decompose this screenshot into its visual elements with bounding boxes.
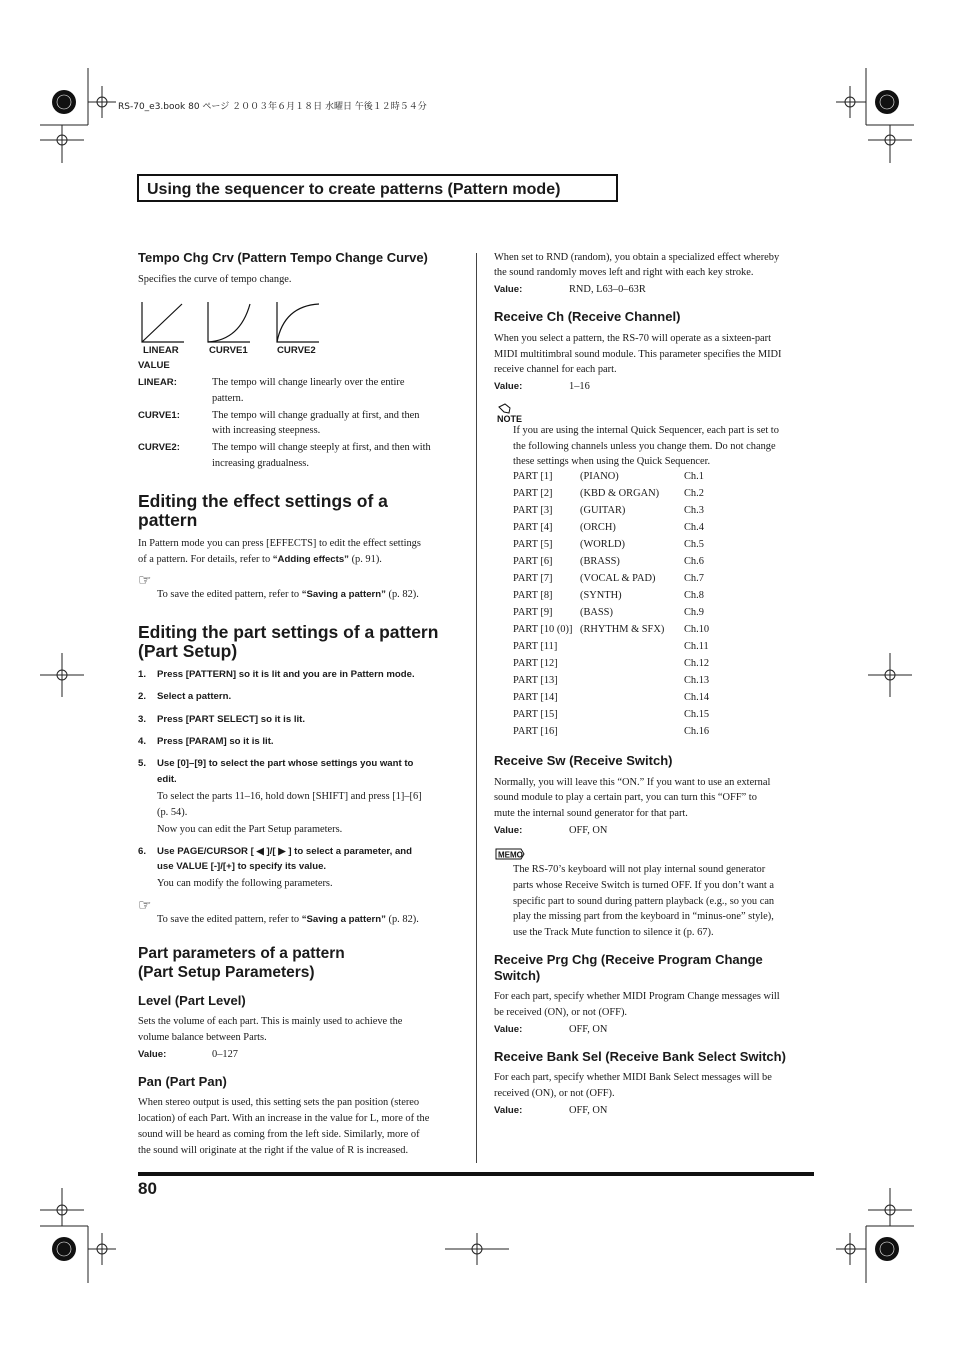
rxpc-heading-2: Switch)	[494, 968, 541, 983]
pan-cont-l2: the sound randomly moves left and right with each key stroke.	[494, 267, 754, 278]
part-table-ch: Ch.8	[684, 590, 704, 601]
part-table-name: (ORCH)	[580, 522, 616, 533]
pan-l1: When stereo output is used, this setting sets the pan position (stereo	[138, 1097, 420, 1108]
memo-l1: The RS-70’s keyboard will not play internal sound generator	[513, 864, 766, 875]
def-linear-l2: pattern.	[212, 393, 244, 404]
part-table-ch: Ch.1	[684, 471, 704, 482]
part-heading-2: (Part Setup)	[138, 641, 238, 661]
effect-heading-2: pattern	[138, 510, 198, 530]
tempo-heading: Tempo Chg Crv (Pattern Tempo Change Curve)	[138, 250, 428, 265]
part-table-ch: Ch.12	[684, 658, 710, 669]
rxbank-l2: received (ON), or not (OFF).	[494, 1088, 615, 1099]
tempo-curve-diagrams	[138, 300, 328, 346]
pan-l3: sound will be heard as coming from the left side. Similarly, more of	[138, 1129, 420, 1140]
effect-p-l1: In Pattern mode you can press [EFFECTS] to edit the effect settings	[138, 538, 421, 549]
value-label: VALUE	[138, 360, 170, 371]
rxbank-value: OFF, ON	[569, 1105, 608, 1116]
note-icon	[496, 403, 524, 425]
step-5-p2: Now you can edit the Part Setup parameters.	[157, 824, 343, 835]
memo-l5: use the Track Mute function to silence it (p. 67).	[513, 927, 714, 938]
step-5-num: 5.	[138, 758, 147, 769]
note-l2: the following channels unless you change them. Do not change	[513, 441, 776, 452]
rxpc-l2: be received (ON), or not (OFF).	[494, 1007, 628, 1018]
section-title-box	[137, 174, 618, 202]
rxpc-l1: For each part, specify whether MIDI Program Change messages will	[494, 991, 780, 1002]
note-l3: these settings when using the Quick Sequencer.	[513, 456, 711, 467]
def-linear-l1: The tempo will change linearly over the entire	[212, 377, 405, 388]
page-number: 80	[138, 1179, 157, 1198]
part-table-part: PART [7]	[513, 573, 553, 584]
part-table-ch: Ch.6	[684, 556, 704, 567]
part-table-part: PART [1]	[513, 471, 553, 482]
part-table-name: (WORLD)	[580, 539, 626, 550]
pointing-hand-icon: ☞	[138, 573, 152, 589]
part-table-part: PART [16]	[513, 726, 558, 737]
part-table-ch: Ch.3	[684, 505, 704, 516]
part-table-name: (GUITAR)	[580, 505, 626, 516]
part-table-part: PART [13]	[513, 675, 558, 686]
level-value-label: Value:	[138, 1049, 167, 1060]
effect-note: To save the edited pattern, refer to “Saving a pattern” (p. 82).	[157, 589, 419, 600]
step-3-num: 3.	[138, 714, 147, 725]
rxch-l3: receive channel for each part.	[494, 364, 617, 375]
part-table-name: (PIANO)	[580, 471, 619, 482]
rxch-l1: When you select a pattern, the RS-70 will operate as a sixteen-part	[494, 333, 771, 344]
part-table-name: (BRASS)	[580, 556, 620, 567]
saving-pattern-ref[interactable]: “Saving a pattern”	[301, 914, 386, 925]
memo-l2: parts whose Receive Switch is turned OFF. If you don’t want a	[513, 880, 775, 891]
rxch-heading: Receive Ch (Receive Channel)	[494, 309, 681, 324]
level-value: 0–127	[212, 1049, 238, 1060]
step-1-text: Press [PATTERN] so it is lit and you are in Pattern mode.	[157, 669, 415, 680]
rxsw-value-label: Value:	[494, 825, 523, 836]
part-table-part: PART [10 (0)]	[513, 624, 573, 635]
step-5-p1b: (p. 54).	[157, 807, 188, 818]
part-table-name: (RHYTHM & SFX)	[580, 624, 665, 635]
part-table-name: (VOCAL & PAD)	[580, 573, 656, 584]
part-table-part: PART [6]	[513, 556, 553, 567]
file-info: RS-70_e3.book 80 ページ ２００３年６月１８日 水曜日 午後１２時５４分	[118, 102, 427, 112]
part-table-ch: Ch.4	[684, 522, 704, 533]
def-curve2-l2: increasing gradualness.	[212, 458, 309, 469]
part-table-ch: Ch.7	[684, 573, 704, 584]
rxsw-heading: Receive Sw (Receive Switch)	[494, 753, 673, 768]
rxsw-l3: mute the internal sound generator for that part.	[494, 808, 688, 819]
part-table-ch: Ch.15	[684, 709, 710, 720]
step-6-num: 6.	[138, 846, 147, 857]
step-2-num: 2.	[138, 691, 147, 702]
level-l2: volume balance between Parts.	[138, 1032, 267, 1043]
rxpc-value-label: Value:	[494, 1024, 523, 1035]
note-l1: If you are using the internal Quick Sequencer, each part is set to	[513, 425, 779, 436]
pan-l2: location) of each Part. With an increase in the value for L, more of the	[138, 1113, 430, 1124]
step-1-num: 1.	[138, 669, 147, 680]
params-heading-2: (Part Setup Parameters)	[138, 964, 315, 981]
rxbank-value-label: Value:	[494, 1105, 523, 1116]
section-title: Using the sequencer to create patterns (Pattern mode)	[147, 181, 561, 198]
curve-label-curve1: CURVE1	[209, 345, 248, 356]
part-table-part: PART [14]	[513, 692, 558, 703]
part-table-part: PART [15]	[513, 709, 558, 720]
part-table-name: (SYNTH)	[580, 590, 622, 601]
part-table-part: PART [2]	[513, 488, 553, 499]
rxsw-l1: Normally, you will leave this “ON.” If you want to use an external	[494, 777, 771, 788]
part-table-part: PART [8]	[513, 590, 553, 601]
def-term-curve1: CURVE1:	[138, 410, 180, 421]
memo-l3: specific part to sound during pattern playback (e.g., so you can	[513, 896, 775, 907]
level-heading: Level (Part Level)	[138, 993, 246, 1008]
rxch-l2: MIDI multitimbral sound module. This parameter specifies the MIDI	[494, 349, 782, 360]
pointing-hand-icon: ☞	[138, 898, 152, 914]
step-4-num: 4.	[138, 736, 147, 747]
rxbank-heading: Receive Bank Sel (Receive Bank Select Switch)	[494, 1049, 786, 1064]
rxch-value-label: Value:	[494, 381, 523, 392]
part-table-part: PART [12]	[513, 658, 558, 669]
part-note: To save the edited pattern, refer to “Saving a pattern” (p. 82).	[157, 914, 419, 925]
pan-l4: the sound will originate at the right if the value of R is increased.	[138, 1145, 409, 1156]
part-table-part: PART [9]	[513, 607, 553, 618]
part-table-ch: Ch.13	[684, 675, 710, 686]
rxsw-value: OFF, ON	[569, 825, 608, 836]
part-table-part: PART [3]	[513, 505, 553, 516]
memo-icon-label: MEMO	[498, 850, 523, 860]
note-icon-label: NOTE	[497, 414, 523, 424]
curve-label-curve2: CURVE2	[277, 345, 316, 356]
part-table-ch: Ch.9	[684, 607, 704, 618]
def-term-linear: LINEAR:	[138, 377, 177, 388]
rxbank-l1: For each part, specify whether MIDI Bank Select messages will be	[494, 1072, 772, 1083]
step-4-text: Press [PARAM] so it is lit.	[157, 736, 274, 747]
footer-rule	[138, 1172, 814, 1176]
tempo-desc: Specifies the curve of tempo change.	[138, 274, 292, 285]
effect-heading-1: Editing the effect settings of a	[138, 491, 388, 511]
rxpc-heading-1: Receive Prg Chg (Receive Program Change	[494, 952, 763, 967]
part-table-name: (KBD & ORGAN)	[580, 488, 660, 499]
part-table-part: PART [11]	[513, 641, 558, 652]
pan-cont-l1: When set to RND (random), you obtain a specialized effect whereby	[494, 252, 780, 263]
column-divider	[476, 253, 477, 1163]
params-heading-1: Part parameters of a pattern	[138, 945, 345, 962]
curve-label-linear: LINEAR	[143, 345, 179, 356]
part-table-ch: Ch.2	[684, 488, 704, 499]
saving-pattern-ref[interactable]: “Saving a pattern”	[301, 589, 386, 600]
level-l1: Sets the volume of each part. This is mainly used to achieve the	[138, 1016, 403, 1027]
pan-value: RND, L63–0–63R	[569, 284, 646, 295]
rxpc-value: OFF, ON	[569, 1024, 608, 1035]
part-table-ch: Ch.5	[684, 539, 704, 550]
pan-value-label: Value:	[494, 284, 523, 295]
step-6-cont: use VALUE [-]/[+] to specify its value.	[157, 861, 327, 872]
rxch-value: 1–16	[569, 381, 590, 392]
def-curve1-l1: The tempo will change gradually at first, and then	[212, 410, 420, 421]
part-table-part: PART [4]	[513, 522, 553, 533]
part-table-ch: Ch.16	[684, 726, 710, 737]
pan-heading: Pan (Part Pan)	[138, 1074, 227, 1089]
step-3-text: Press [PART SELECT] so it is lit.	[157, 714, 306, 725]
step-5-p1: To select the parts 11–16, hold down [SHIFT] and press [1]–[6]	[157, 791, 422, 802]
part-table-ch: Ch.14	[684, 692, 710, 703]
step-5-cont: edit.	[157, 774, 177, 785]
step-6-text: Use PAGE/CURSOR [ ◀ ]/[ ▶ ] to select a parameter, and	[157, 846, 413, 857]
part-table-name: (BASS)	[580, 607, 613, 618]
memo-l4: play the missing part from the keyboard in “minus-one” style),	[513, 911, 774, 922]
memo-icon	[495, 846, 525, 862]
part-heading-1: Editing the part settings of a pattern	[138, 622, 439, 642]
step-5-text: Use [0]–[9] to select the part whose settings you want to	[157, 758, 414, 769]
step-2-text: Select a pattern.	[157, 691, 232, 702]
def-curve1-l2: with increasing steepness.	[212, 425, 321, 436]
effect-ref-link[interactable]: “Adding effects”	[272, 554, 349, 565]
def-curve2-l1: The tempo will change steeply at first, and then with	[212, 442, 431, 453]
part-table-ch: Ch.10	[684, 624, 710, 635]
part-table-ch: Ch.11	[684, 641, 709, 652]
effect-p-l2: of a pattern. For details, refer to “Adding effects” (p. 91).	[138, 554, 382, 565]
rxsw-l2: sound module to play a certain part, you can turn this “OFF” to	[494, 792, 757, 803]
part-table-part: PART [5]	[513, 539, 553, 550]
def-term-curve2: CURVE2:	[138, 442, 180, 453]
step-6-p: You can modify the following parameters.	[157, 878, 333, 889]
